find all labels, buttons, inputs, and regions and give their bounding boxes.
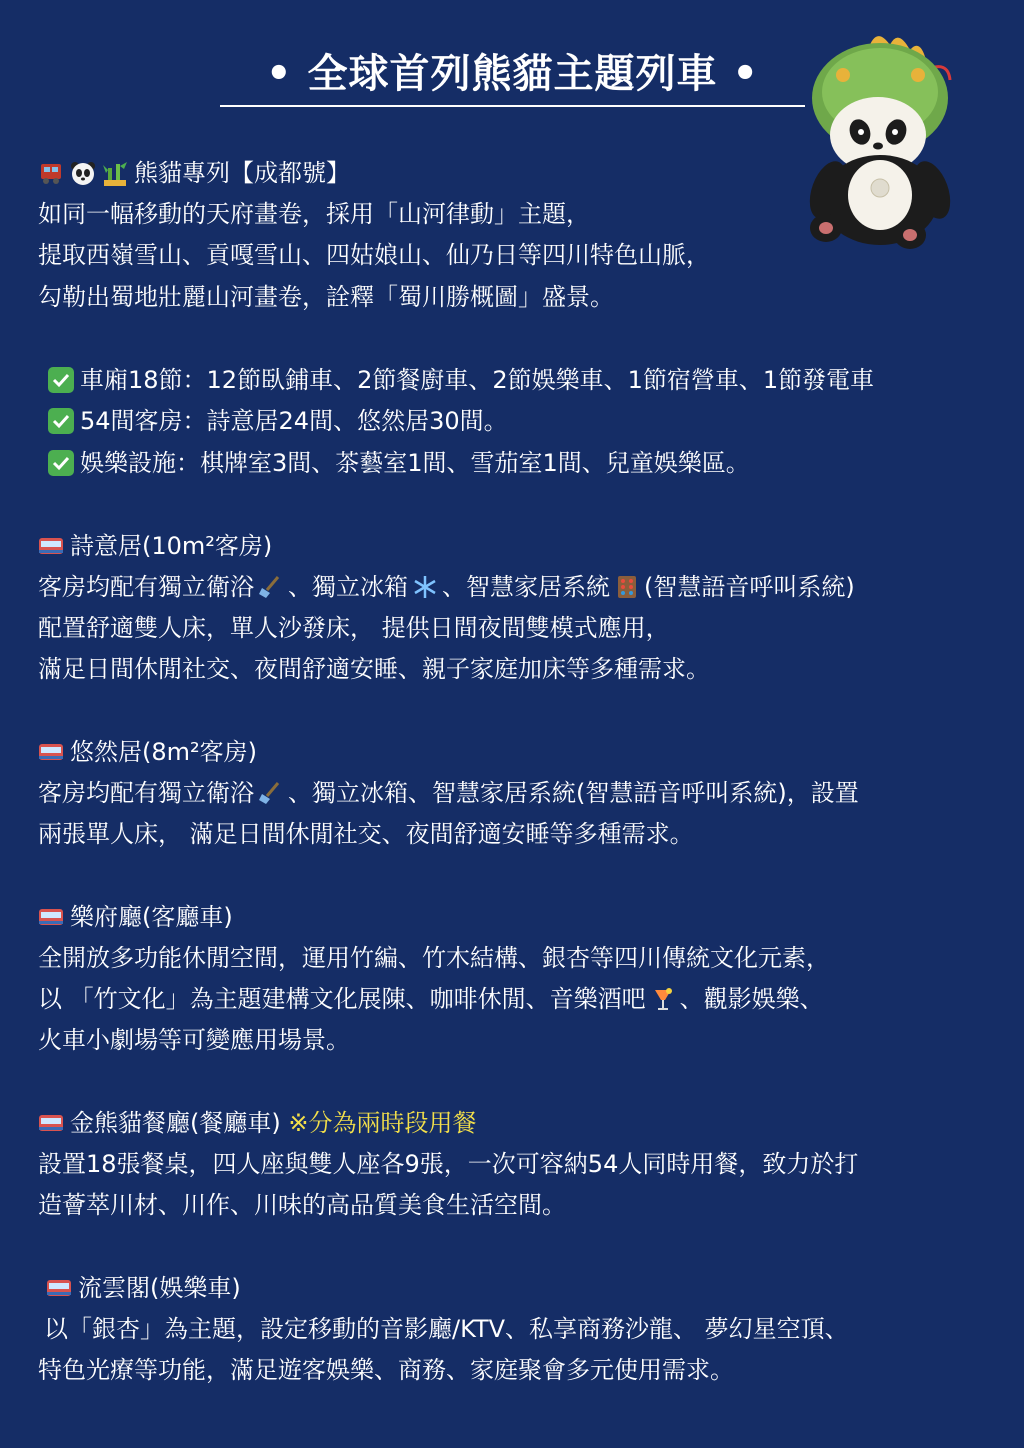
- lefuting-line-2a: 以 「竹文化」為主題建構文化展陳、咖啡休閒、音樂酒吧: [38, 985, 646, 1013]
- intro-heading: 熊貓專列【成都號】: [134, 159, 350, 187]
- youranju-line-1: [38, 777, 859, 809]
- shiyiju-line-1: [38, 571, 855, 603]
- liuyunge-line-1: 以「銀杏」為主題，設定移動的音影廳/KTV、私享商務沙龍、 夢幻星空頂、: [44, 1315, 849, 1343]
- shiyiju-line-1d: (智慧語音呼叫系統): [644, 573, 855, 601]
- jinxiongmao-line-1: 設置18張餐桌，四人座與雙人座各9張，一次可容納54人同時用餐，致力於打: [38, 1150, 859, 1178]
- tram-icon: [38, 739, 64, 765]
- youranju-heading: 悠然居(8m²客房): [70, 738, 257, 766]
- jinxiongmao-heading: 金熊貓餐廳(餐廳車): [70, 1109, 281, 1137]
- liuyunge-heading-row: [46, 1272, 241, 1304]
- fact-facilities: 娛樂設施：棋牌室3間、茶藝室1間、雪茄室1間、兒童娛樂區。: [80, 449, 750, 477]
- fact-row-1: [48, 364, 874, 396]
- fact-row-2: [48, 405, 508, 437]
- shiyiju-line-1c: 、智慧家居系統: [442, 573, 610, 601]
- meal-time-note: ※分為兩時段用餐: [288, 1109, 477, 1137]
- bamboo-icon: [102, 160, 128, 186]
- youranju-line-1a: 客房均配有獨立衛浴: [38, 779, 254, 807]
- intro-line-2: 提取西嶺雪山、貢嘎雪山、四姑娘山、仙乃日等四川特色山脈，: [38, 241, 710, 269]
- fact-rooms: 54間客房：詩意居24間、悠然居30間。: [80, 407, 508, 435]
- check-icon: [48, 367, 74, 393]
- panda-face-icon: [70, 160, 96, 186]
- intro-heading-row: [38, 157, 350, 189]
- check-icon: [48, 408, 74, 434]
- lefuting-line-3: 火車小劇場等可變應用場景。: [38, 1026, 350, 1054]
- check-icon: [48, 450, 74, 476]
- train-icon: [38, 160, 64, 186]
- jinxiongmao-line-2: 造薈萃川材、川作、川味的高品質美食生活空間。: [38, 1191, 566, 1219]
- intro-line-3: 勾勒出蜀地壯麗山河畫卷，詮釋「蜀川勝概圖」盛景。: [38, 283, 614, 311]
- tropical-drink-icon: [650, 986, 676, 1012]
- fact-cars: 車廂18節：12節臥鋪車、2節餐廚車、2節娛樂車、1節宿營車、1節發電車: [80, 366, 875, 394]
- shiyiju-heading: 詩意居(10m²客房): [70, 532, 273, 560]
- jinxiongmao-heading-row: [38, 1107, 476, 1139]
- shiyiju-line-1b: 、獨立冰箱: [288, 573, 408, 601]
- broom-icon: [258, 780, 284, 806]
- tram-icon: [38, 533, 64, 559]
- shiyiju-line-3: 滿足日間休閒社交、夜間舒適安睡、親子家庭加床等多種需求。: [38, 655, 710, 683]
- intro-line-1: 如同一幅移動的天府畫卷，採用「山河律動」主題，: [38, 200, 590, 228]
- lefuting-line-2b: 、觀影娛樂、: [679, 985, 824, 1013]
- lefuting-line-2: [38, 983, 824, 1015]
- liuyunge-line-2: 特色光療等功能，滿足遊客娛樂、商務、家庭聚會多元使用需求。: [38, 1356, 734, 1384]
- youranju-heading-row: [38, 736, 257, 768]
- broom-icon: [258, 574, 284, 600]
- tram-icon: [38, 904, 64, 930]
- youranju-line-2: 兩張單人床， 滿足日間休閒社交、夜間舒適安睡等多種需求。: [38, 820, 694, 848]
- lefuting-heading-row: [38, 901, 233, 933]
- shiyiju-line-2: 配置舒適雙人床，單人沙發床， 提供日間夜間雙模式應用，: [38, 614, 670, 642]
- youranju-line-1b: 、獨立冰箱、智慧家居系統(智慧語音呼叫系統)，設置: [288, 779, 859, 807]
- shiyiju-heading-row: [38, 530, 272, 562]
- title-underline: [220, 105, 805, 107]
- tram-icon: [38, 1110, 64, 1136]
- liuyunge-heading: 流雲閣(娛樂車): [78, 1274, 241, 1302]
- tram-icon: [46, 1275, 72, 1301]
- snowflake-icon: [412, 574, 438, 600]
- panda-plush-picture: [798, 20, 958, 255]
- fact-row-3: [48, 447, 750, 479]
- page-title: • 全球首列熊貓主題列車 •: [266, 50, 759, 97]
- lefuting-line-1: 全開放多功能休閒空間，運用竹編、竹木結構、銀杏等四川傳統文化元素，: [38, 944, 830, 972]
- abacus-icon: [614, 574, 640, 600]
- shiyiju-line-1a: 客房均配有獨立衛浴: [38, 573, 254, 601]
- lefuting-heading: 樂府廳(客廳車): [70, 903, 233, 931]
